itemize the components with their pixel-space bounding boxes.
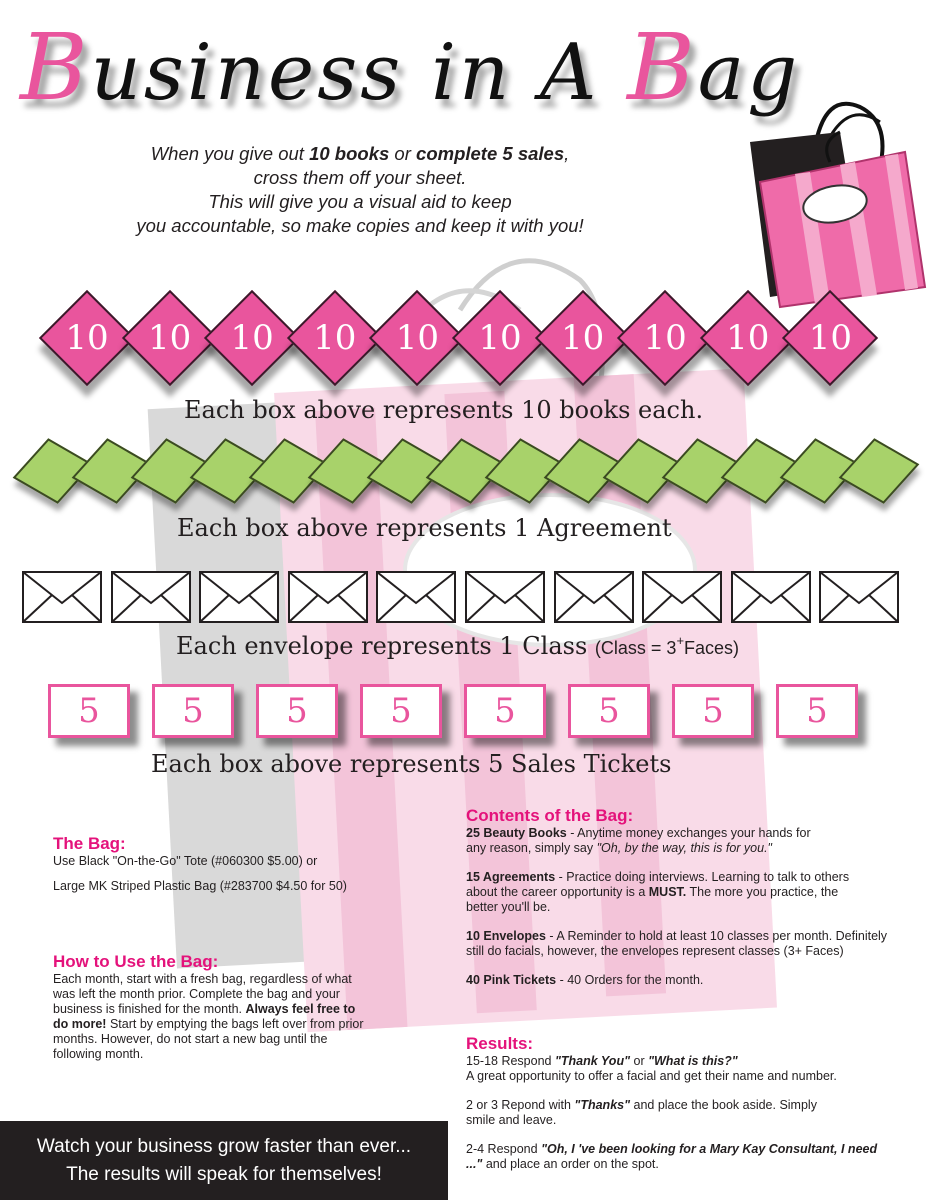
the-bag-line-2: Large MK Striped Plastic Bag (#283700 $4.50 for 50)	[53, 879, 347, 893]
class-note: (Class = 3	[594, 638, 677, 658]
intro-bold-books: 10 books	[309, 143, 390, 164]
contents-item-agreements-must: MUST.	[648, 885, 687, 899]
envelope-icon	[199, 571, 279, 623]
footer-banner	[0, 1121, 448, 1200]
book-box-label: 10	[560, 318, 605, 358]
class-note-2: Faces)	[684, 638, 740, 658]
sales-ticket-box: 5	[672, 684, 754, 738]
sales-ticket-box: 5	[48, 684, 130, 738]
how-to-text-2: Start by emptying the bags left over from prior months. However, do not start a new bag until the following month.	[53, 1017, 364, 1061]
the-bag-section	[53, 834, 433, 894]
tickets-caption: Each box above represents 5 Sales Tickets	[151, 750, 672, 778]
class-note-sup: +	[676, 633, 685, 648]
envelope-icon	[288, 571, 368, 623]
contents-item-agreements-title: 15 Agreements	[466, 870, 556, 884]
result-3-c: and place an order on the spot.	[482, 1157, 659, 1171]
envelope-icon	[465, 571, 545, 623]
results-heading: Results:	[466, 1034, 534, 1053]
result-3-a: 2-4 Respond	[466, 1142, 542, 1156]
intro-line-2: cross them off your sheet.	[253, 167, 467, 188]
result-3-quote: "Oh, I 've been looking for a Mary Kay Consultant, I need ..."	[466, 1142, 878, 1171]
sales-ticket-box: 5	[360, 684, 442, 738]
result-2-a: 2 or 3 Repond with	[466, 1098, 575, 1112]
contents-item-agreements-text: - Practice doing interviews. Learning to talk to others about the career opportunity is a	[466, 870, 850, 899]
result-1-what: "What is this?"	[648, 1054, 738, 1068]
result-1-a: 15-18 Respond	[466, 1054, 555, 1068]
book-box-label: 10	[395, 318, 440, 358]
sales-ticket-box: 5	[568, 684, 650, 738]
book-box-label: 10	[808, 318, 853, 358]
results-section	[466, 1034, 926, 1172]
book-box-label: 10	[478, 318, 522, 358]
result-1-thank-you: "Thank You"	[554, 1054, 631, 1068]
intro-text-or: or	[389, 143, 417, 164]
envelope-icon	[111, 571, 191, 623]
envelopes-caption-text: Each envelope represents 1 Class	[176, 632, 588, 660]
footer-line-2: The results will speak for themselves!	[66, 1164, 382, 1185]
intro-comma: ,	[564, 143, 570, 164]
sales-ticket-box: 5	[464, 684, 546, 738]
the-bag-line-1: Use Black "On-the-Go" Tote (#060300 $5.00) or	[53, 854, 318, 868]
result-2-thanks: "Thanks"	[574, 1098, 631, 1112]
sales-ticket-box: 5	[776, 684, 858, 738]
result-3	[466, 1142, 886, 1172]
contents-item-envelopes-title: 10 Envelopes	[466, 929, 546, 943]
envelope-icon	[819, 571, 899, 623]
title-initial-b: B	[20, 14, 91, 121]
books-caption: Each box above represents 10 books each.	[184, 396, 704, 424]
result-1-e: A great opportunity to offer a facial and get their name and number.	[466, 1069, 837, 1083]
title-initial-b2: B	[627, 14, 698, 121]
book-box-label: 10	[726, 318, 770, 358]
book-box-label: 10	[643, 318, 687, 358]
contents-item-books-text: - Anytime money exchanges your hands for any reason, simply say	[466, 826, 811, 855]
contents-item-books-title: 25 Beauty Books	[466, 826, 567, 840]
agreement-box	[839, 438, 920, 504]
intro-bold-sales: complete 5 sales	[416, 143, 565, 164]
result-2	[466, 1098, 846, 1128]
envelope-icon	[731, 571, 811, 623]
book-box-label: 10	[313, 318, 357, 358]
intro-line-4: you accountable, so make copies and keep it with you!	[136, 215, 584, 236]
envelopes-caption	[176, 632, 739, 660]
contents-item-books	[466, 826, 816, 856]
sales-ticket-box: 5	[152, 684, 234, 738]
intro-text-a: When you give out	[150, 143, 310, 164]
the-bag-heading: The Bag:	[53, 834, 126, 853]
contents-item-agreements-text-2: The more you practice, the better you'll be.	[466, 885, 839, 914]
contents-item-tickets-text: - 40 Orders for the month.	[556, 973, 704, 987]
sales-ticket-box: 5	[256, 684, 338, 738]
how-to-bold: Always feel free to do more!	[53, 1002, 356, 1031]
book-box-label: 10	[65, 318, 109, 358]
intro-text	[60, 142, 660, 238]
result-1	[466, 1054, 926, 1084]
envelope-icon	[376, 571, 456, 623]
contents-heading: Contents of the Bag:	[466, 806, 634, 825]
contents-item-agreements	[466, 870, 856, 915]
footer-line-1: Watch your business grow faster than ever...	[36, 1136, 412, 1157]
shopping-bag-illustration	[730, 92, 930, 322]
title-text-2: ag	[697, 28, 801, 118]
title-text-1: usiness in A	[90, 28, 628, 118]
how-to-text-1: Each month, start with a fresh bag, regardless of what was left the month prior. Complete the bag and your business is finished for the month.	[53, 972, 352, 1016]
intro-line-3: This will give you a visual aid to keep	[208, 191, 512, 212]
book-box-label: 10	[147, 318, 192, 358]
result-1-or: or	[630, 1054, 649, 1068]
how-to-section	[53, 952, 371, 1062]
contents-section	[466, 806, 896, 988]
envelope-icon	[554, 571, 634, 623]
envelope-icon	[642, 571, 722, 623]
contents-item-tickets	[466, 973, 896, 988]
contents-item-envelopes	[466, 929, 896, 959]
book-box-label: 10	[230, 318, 274, 358]
result-2-c: and place the book aside. Simply smile and leave.	[466, 1098, 817, 1127]
contents-item-tickets-title: 40 Pink Tickets	[466, 973, 557, 987]
contents-item-envelopes-text: - A Reminder to hold at least 10 classes per month. Definitely still do facials, however, the envelopes represent classes (3+ Faces)	[466, 929, 888, 958]
envelope-icon	[22, 571, 102, 623]
agreements-caption: Each box above represents 1 Agreement	[177, 514, 672, 542]
contents-item-books-quote: "Oh, by the way, this is for you."	[596, 841, 772, 855]
how-to-heading: How to Use the Bag:	[53, 952, 219, 971]
